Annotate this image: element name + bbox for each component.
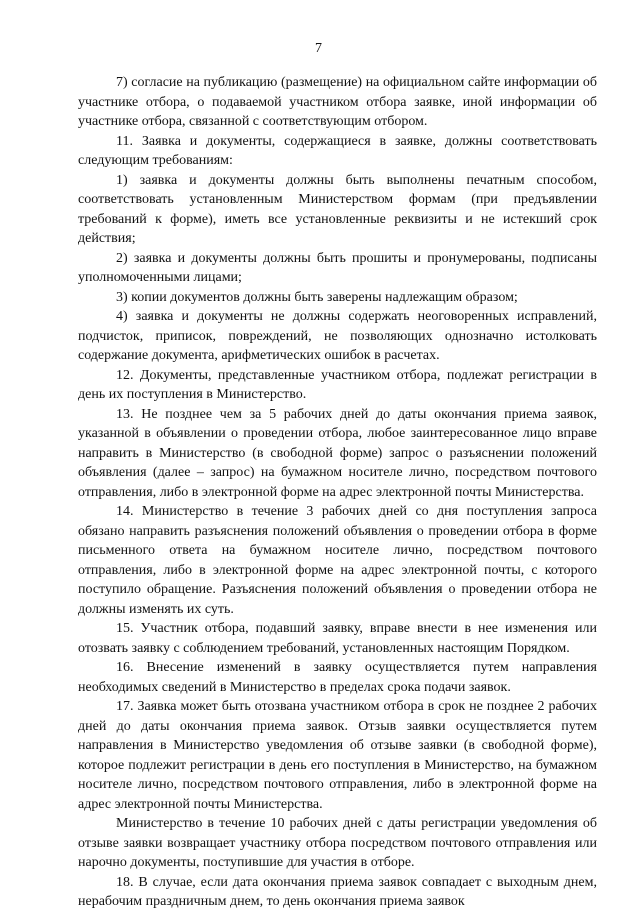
paragraph-item-1: 1) заявка и документы должны быть выполнены печатным способом, соответствовать установленным Министерством формам (при предъявлении требований к форме), иметь все установленные реквизиты и не истекший срок действия; (78, 172, 597, 246)
page-number: 7 (315, 41, 322, 56)
paragraph-clause-11: 11. Заявка и документы, содержащиеся в заявке, должны соответствовать следующим требованиям: (78, 133, 597, 168)
paragraph-clause-17: 17. Заявка может быть отозвана участником отбора в срок не позднее 2 рабочих дней до даты окончания приема заявок. Отзыв заявки осуществляется путем направления в Министерство уведомления об отзыве заявки (в свободной форме), которое подлежит регистрации в день его поступления в Министерство, на бумажном носителе лично, посредством почтового отправления, либо в электронной форме на адрес электронной почты Министерства. (78, 699, 597, 812)
paragraph-clause-12: 12. Документы, представленные участником отбора, подлежат регистрации в день их поступления в Министерство. (78, 367, 597, 402)
paragraph-clause-16: 16. Внесение изменений в заявку осуществляется путем направления необходимых сведений в Министерство в пределах срока подачи заявок. (78, 660, 597, 695)
paragraph-clause-13: 13. Не позднее чем за 5 рабочих дней до даты окончания приема заявок, указанной в объявлении о проведении отбора, любое заинтересованное лицо вправе направить в Министерство (в свободной форме) запрос о разъяснении положений объявления (далее – запрос) на бумажном носителе лично, посредством почтового отправления, либо в электронной форме на адрес электронной почты Министерства. (78, 406, 597, 500)
paragraph-item-2: 2) заявка и документы должны быть прошиты и пронумерованы, подписаны уполномоченными лицами; (78, 250, 597, 285)
paragraph-item-4: 4) заявка и документы не должны содержать неоговоренных исправлений, подчисток, приписок, повреждений, не позволяющих однозначно истолковать содержание документа, арифметических ошибок в расчетах. (78, 309, 597, 363)
paragraph-clause-17-continued: Министерство в течение 10 рабочих дней с даты регистрации уведомления об отзыве заявки возвращает участнику отбора посредством почтового отправления или нарочно документы, поступившие для участия в отборе. (78, 816, 597, 870)
paragraph-clause-18: 18. В случае, если дата окончания приема заявок совпадает с выходным днем, нерабочим праздничным днем, то день окончания приема заявок (78, 874, 597, 909)
paragraph-clause-14: 14. Министерство в течение 3 рабочих дней со дня поступления запроса обязано направить разъяснения положений объявления о проведении отбора в форме письменного ответа на бумажном носителе лично, посредством почтового отправления, либо в электронной форме на адрес электронной почты, с которого поступило обращение. Разъяснения положений объявления о проведении отбора не должны изменять их суть. (78, 504, 597, 617)
paragraph-clause-15: 15. Участник отбора, подавший заявку, вправе внести в нее изменения или отозвать заявку с соблюдением требований, установленных настоящим Порядком. (78, 621, 597, 656)
paragraph-item-3: 3) копии документов должны быть заверены надлежащим образом; (116, 289, 518, 305)
paragraph-item-7: 7) согласие на публикацию (размещение) на официальном сайте информации об участнике отбора, о подаваемой участником отбора заявке, иной информации об участнике отбора, связанной с соответствующим отбором. (78, 75, 597, 129)
